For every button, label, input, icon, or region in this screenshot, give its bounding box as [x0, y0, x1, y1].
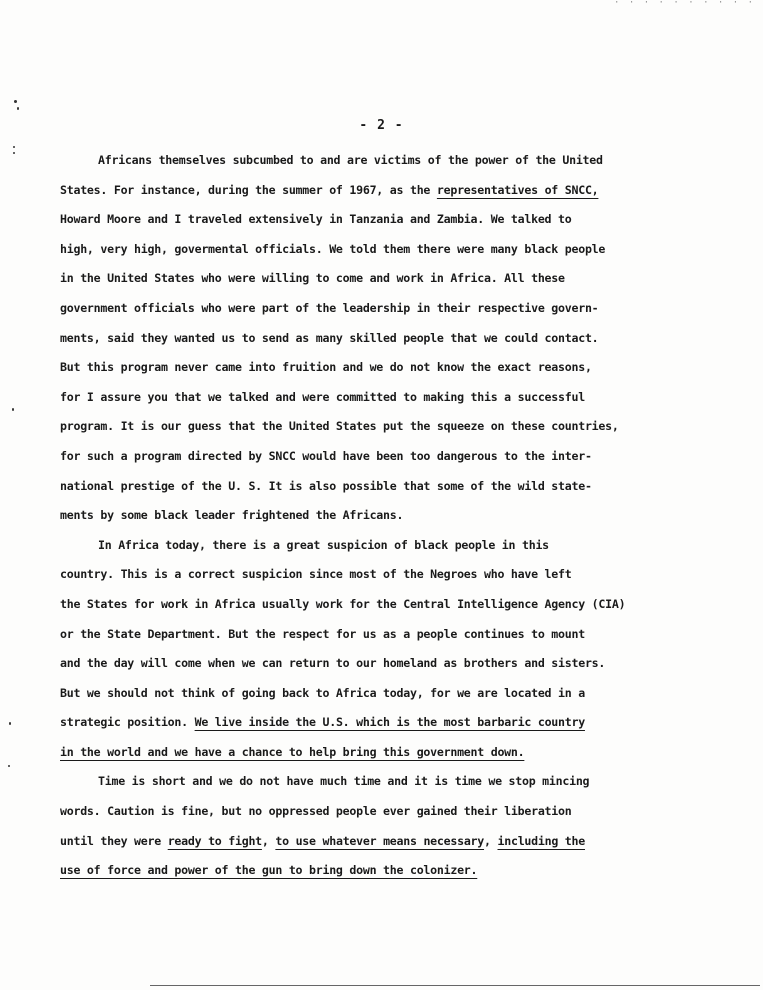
- text-line: [60, 590, 700, 620]
- bottom-edge-rule: [150, 985, 760, 986]
- underlined-text: in the world and we have a chance to help bring this government down.: [60, 744, 525, 759]
- text-line: [60, 146, 700, 176]
- text-segment: ,: [261, 833, 276, 848]
- text-line: [60, 767, 700, 797]
- underlined-text: We live inside the U.S. which is the most barbaric country: [194, 715, 585, 730]
- text-line: [60, 620, 700, 650]
- text-line: [60, 412, 700, 442]
- text-segment: ments by some black leader frightened the Africans.: [60, 508, 404, 523]
- scan-speck: [12, 408, 14, 411]
- text-segment: words. Caution is fine, but no oppressed people ever gained their liberation: [60, 804, 572, 819]
- body-text: [60, 146, 700, 886]
- text-line: [60, 708, 700, 738]
- text-segment: until they were: [60, 833, 168, 848]
- scan-speck: [14, 100, 17, 103]
- text-line: [60, 383, 700, 413]
- text-segment: government officials who were part of the leadership in their respective govern-: [60, 300, 599, 315]
- text-line: [60, 235, 700, 265]
- text-line: [60, 679, 700, 709]
- text-segment: program. It is our guess that the United States put the squeeze on these countries,: [60, 419, 619, 434]
- underlined-text: ready to fight: [167, 833, 262, 848]
- scan-artifact-dots: · · · · · · · · · ·: [614, 0, 755, 8]
- text-segment: Howard Moore and I traveled extensively in Tanzania and Zambia. We talked to: [60, 212, 572, 227]
- underlined-text: representatives of SNCC,: [436, 182, 599, 197]
- text-segment: country. This is a correct suspicion since most of the Negroes who have left: [60, 567, 572, 582]
- text-line: [60, 324, 700, 354]
- text-line: [60, 176, 700, 206]
- page-number: - 2 -: [359, 118, 404, 133]
- underlined-text: including the: [497, 833, 585, 848]
- text-line: [60, 472, 700, 502]
- text-segment: ,: [484, 833, 498, 848]
- text-line: [60, 738, 700, 768]
- text-segment: the States for work in Africa usually work for the Central Intelligence Agency (CIA): [60, 596, 626, 611]
- text-segment: States. For instance, during the summer of 1967, as the: [60, 182, 437, 197]
- text-segment: ments, said they wanted us to send as many skilled people that we could contact.: [60, 330, 599, 345]
- text-line: [60, 501, 700, 531]
- text-segment: in the United States who were willing to come and work in Africa. All these: [60, 271, 565, 286]
- scan-speck: [9, 722, 11, 725]
- text-line: [60, 560, 700, 590]
- text-segment: or the State Department. But the respect for us as a people continues to mount: [60, 626, 585, 641]
- text-line: [60, 264, 700, 294]
- scan-speck: [17, 107, 19, 110]
- text-line: [60, 531, 700, 561]
- text-line: [60, 294, 700, 324]
- scan-speck: [8, 765, 10, 767]
- text-line: [60, 797, 700, 827]
- text-line: [60, 856, 700, 886]
- underlined-text: use of force and power of the gun to bring down the colonizer.: [60, 863, 478, 878]
- text-segment: Africans themselves subcumbed to and are victims of the power of the United: [98, 153, 603, 167]
- text-line: [60, 827, 700, 857]
- scan-speck: [13, 146, 15, 148]
- text-segment: In Africa today, there is a great suspicion of black people in this: [98, 537, 549, 552]
- text-segment: high, very high, govermental officials. We told them there were many black people: [60, 241, 606, 256]
- text-segment: and the day will come when we can return to our homeland as brothers and sisters.: [60, 656, 606, 671]
- text-segment: for such a program directed by SNCC would have been too dangerous to the inter-: [60, 448, 592, 463]
- text-line: [60, 442, 700, 472]
- text-line: [60, 353, 700, 383]
- text-line: [60, 649, 700, 679]
- text-segment: But this program never came into fruition and we do not know the exact reasons,: [60, 360, 592, 375]
- text-segment: But we should not think of going back to Africa today, for we are located in a: [60, 685, 585, 700]
- text-segment: strategic position.: [60, 715, 195, 730]
- text-segment: for I assure you that we talked and were committed to making this a successful: [60, 389, 585, 404]
- text-segment: Time is short and we do not have much time and it is time we stop mincing: [98, 774, 590, 789]
- scan-speck: [13, 152, 15, 154]
- text-segment: national prestige of the U. S. It is also possible that some of the wild state-: [60, 478, 592, 493]
- text-line: [60, 205, 700, 235]
- underlined-text: to use whatever means necessary: [275, 833, 485, 848]
